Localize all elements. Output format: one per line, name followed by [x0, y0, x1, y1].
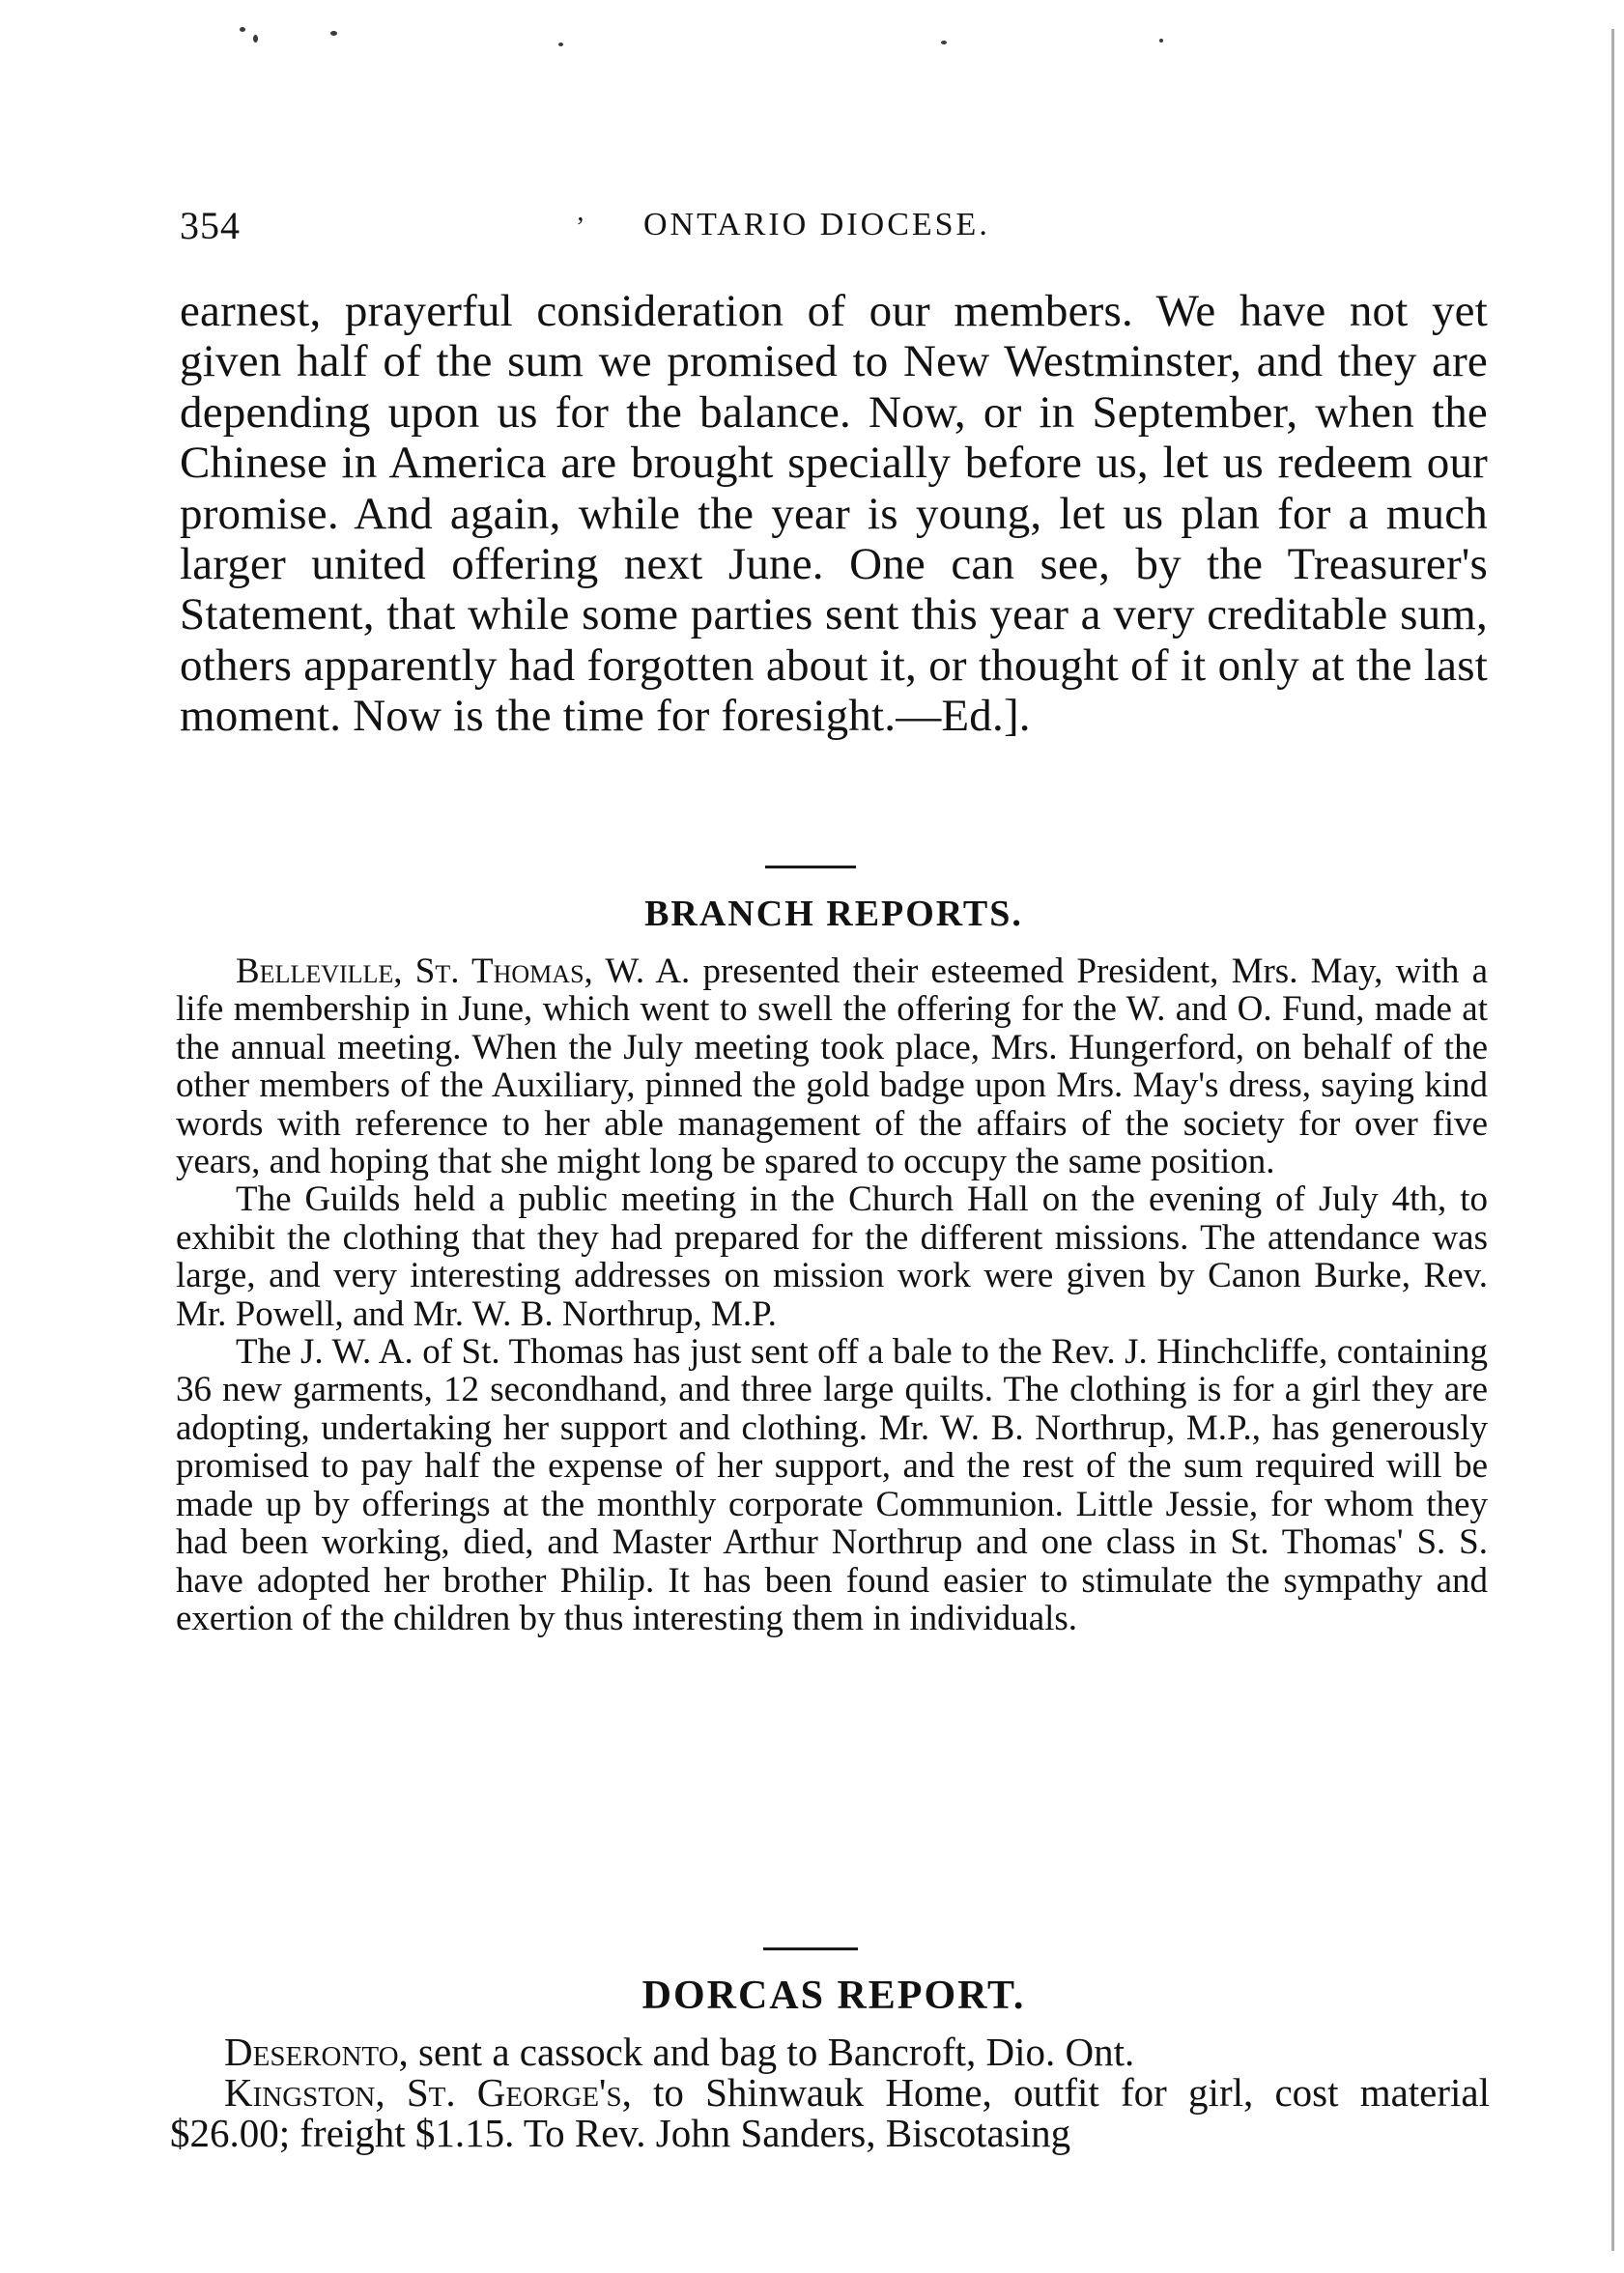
report-paragraph — [176, 1180, 1488, 1333]
running-head: ONTARIO DIOCESE. — [643, 207, 990, 242]
report-paragraph — [170, 2072, 1490, 2153]
scan-speck — [330, 31, 337, 36]
report-lead: Deseronto, — [224, 2030, 409, 2074]
report-text: sent a cassock and bag to Bancroft, Dio. Ont. — [408, 2030, 1135, 2074]
dorcas-report-body — [170, 2031, 1490, 2153]
report-text: W. A. presented their esteemed President, Mrs. May, with a life membership in June, which went to swell the offering for the W. and O. Fund, made at the annual meeting. When the July meeting took place, Mrs. Hungerford, on behalf of the other members of the Auxiliary, pinned the gold badge upon Mrs. May's dress, saying kind words with reference to her able management of the affairs of the society for over five years, and hoping that she might long be spared to occupy the same position. — [176, 952, 1488, 1182]
page-edge-shadow — [1611, 29, 1614, 2251]
dorcas-report-heading: DORCAS REPORT. — [641, 1974, 1026, 2018]
branch-reports-body — [176, 952, 1488, 1637]
page-number: 354 — [180, 204, 241, 247]
page-header — [180, 203, 1494, 261]
branch-reports-heading: BRANCH REPORTS. — [644, 894, 1023, 934]
scan-speck — [941, 41, 947, 44]
scan-speck — [1159, 39, 1163, 43]
scan-speck — [253, 35, 258, 43]
report-lead: Belleville, St. Thomas, — [236, 952, 593, 991]
report-paragraph — [176, 1333, 1488, 1637]
report-text: to Shinwauk Home, outfit for girl, cost material $26.00; freight $1.15. To Rev. John Sanders, Biscotasing — [170, 2070, 1491, 2155]
section-divider — [763, 1947, 858, 1950]
report-paragraph — [170, 2031, 1490, 2072]
scan-speck — [558, 43, 563, 46]
report-paragraph — [176, 952, 1488, 1180]
section-divider — [765, 866, 856, 868]
intro-paragraph: earnest, prayerful consideration of our members. We have not yet given half of the sum we promised to New Westminster, and they are depending upon us for the balance. Now, or in September, when the Chinese in America are brought specially before us, let us redeem our promise. And again, while the year is young, let us plan for a much larger united offering next June. One can see, by the Treasurer's Statement, that while some parties sent this year a very creditable sum, others apparently had forgotten about it, or thought of it only at the last moment. Now is the time for foresight.—Ed.]. — [180, 286, 1488, 742]
report-text: The Guilds held a public meeting in the Church Hall on the evening of July 4th, to exhibit the clothing that they had prepared for the different missions. The attendance was large, and very interesting addresses on mission work were given by Canon Burke, Rev. Mr. Powell, and Mr. W. B. Northrup, M.P. — [176, 1179, 1488, 1334]
report-text: The J. W. A. of St. Thomas has just sent off a bale to the Rev. J. Hinchcliffe, containing 36 new garments, 12 secondhand, and three large quilts. The clothing is for a girl they are adopting, undertaking her support and clothing. Mr. W. B. Northrup, M.P., has generously promised to pay half the expense of her support, and the rest of the sum required will be made up by offerings at the monthly corporate Communion. Little Jessie, for whom they had been working, died, and Master Arthur Northrup and one class in St. Thomas' S. S. have adopted her brother Philip. It has been found easier to stimulate the sympathy and exertion of the children by thus interesting them in individuals. — [176, 1332, 1488, 1638]
header-mark: ’ — [576, 213, 585, 242]
report-lead: Kingston, St. George's, — [224, 2070, 632, 2115]
scan-speck — [240, 27, 245, 32]
